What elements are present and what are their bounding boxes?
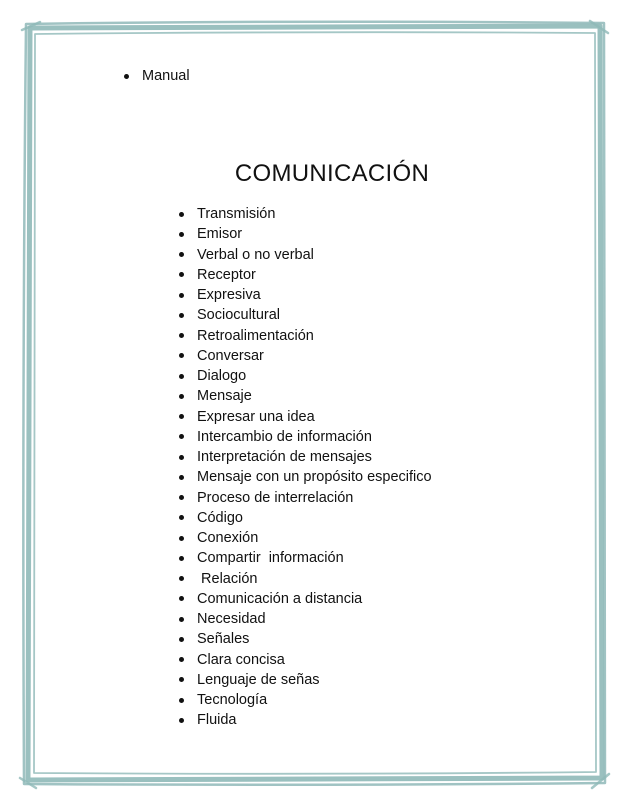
list-item: Retroalimentación — [179, 326, 432, 346]
list-item: Receptor — [179, 265, 432, 285]
top-bullet-list — [124, 68, 190, 84]
list-item: Relación — [179, 569, 432, 589]
list-item: Manual — [124, 68, 190, 84]
list-item: Sociocultural — [179, 305, 432, 325]
page-title: COMUNICACIÓN — [234, 160, 430, 187]
list-item: Expresiva — [179, 285, 432, 305]
list-item: Fluida — [179, 710, 432, 730]
list-item: Verbal o no verbal — [179, 245, 432, 265]
list-item: Compartir información — [179, 548, 432, 568]
list-item: Comunicación a distancia — [179, 589, 432, 609]
list-item: Dialogo — [179, 366, 432, 386]
term-list — [179, 204, 432, 731]
list-item: Lenguaje de señas — [179, 670, 432, 690]
list-item: Conversar — [179, 346, 432, 366]
list-item: Tecnología — [179, 690, 432, 710]
list-item: Código — [179, 508, 432, 528]
list-item: Necesidad — [179, 609, 432, 629]
list-item: Interpretación de mensajes — [179, 447, 432, 467]
list-item: Mensaje — [179, 386, 432, 406]
list-item: Clara concisa — [179, 650, 432, 670]
list-item: Expresar una idea — [179, 407, 432, 427]
list-item: Proceso de interrelación — [179, 488, 432, 508]
list-item: Conexión — [179, 528, 432, 548]
list-item: Intercambio de información — [179, 427, 432, 447]
list-item: Señales — [179, 629, 432, 649]
list-item: Transmisión — [179, 204, 432, 224]
list-item: Mensaje con un propósito especifico — [179, 467, 432, 487]
list-item: Emisor — [179, 224, 432, 244]
